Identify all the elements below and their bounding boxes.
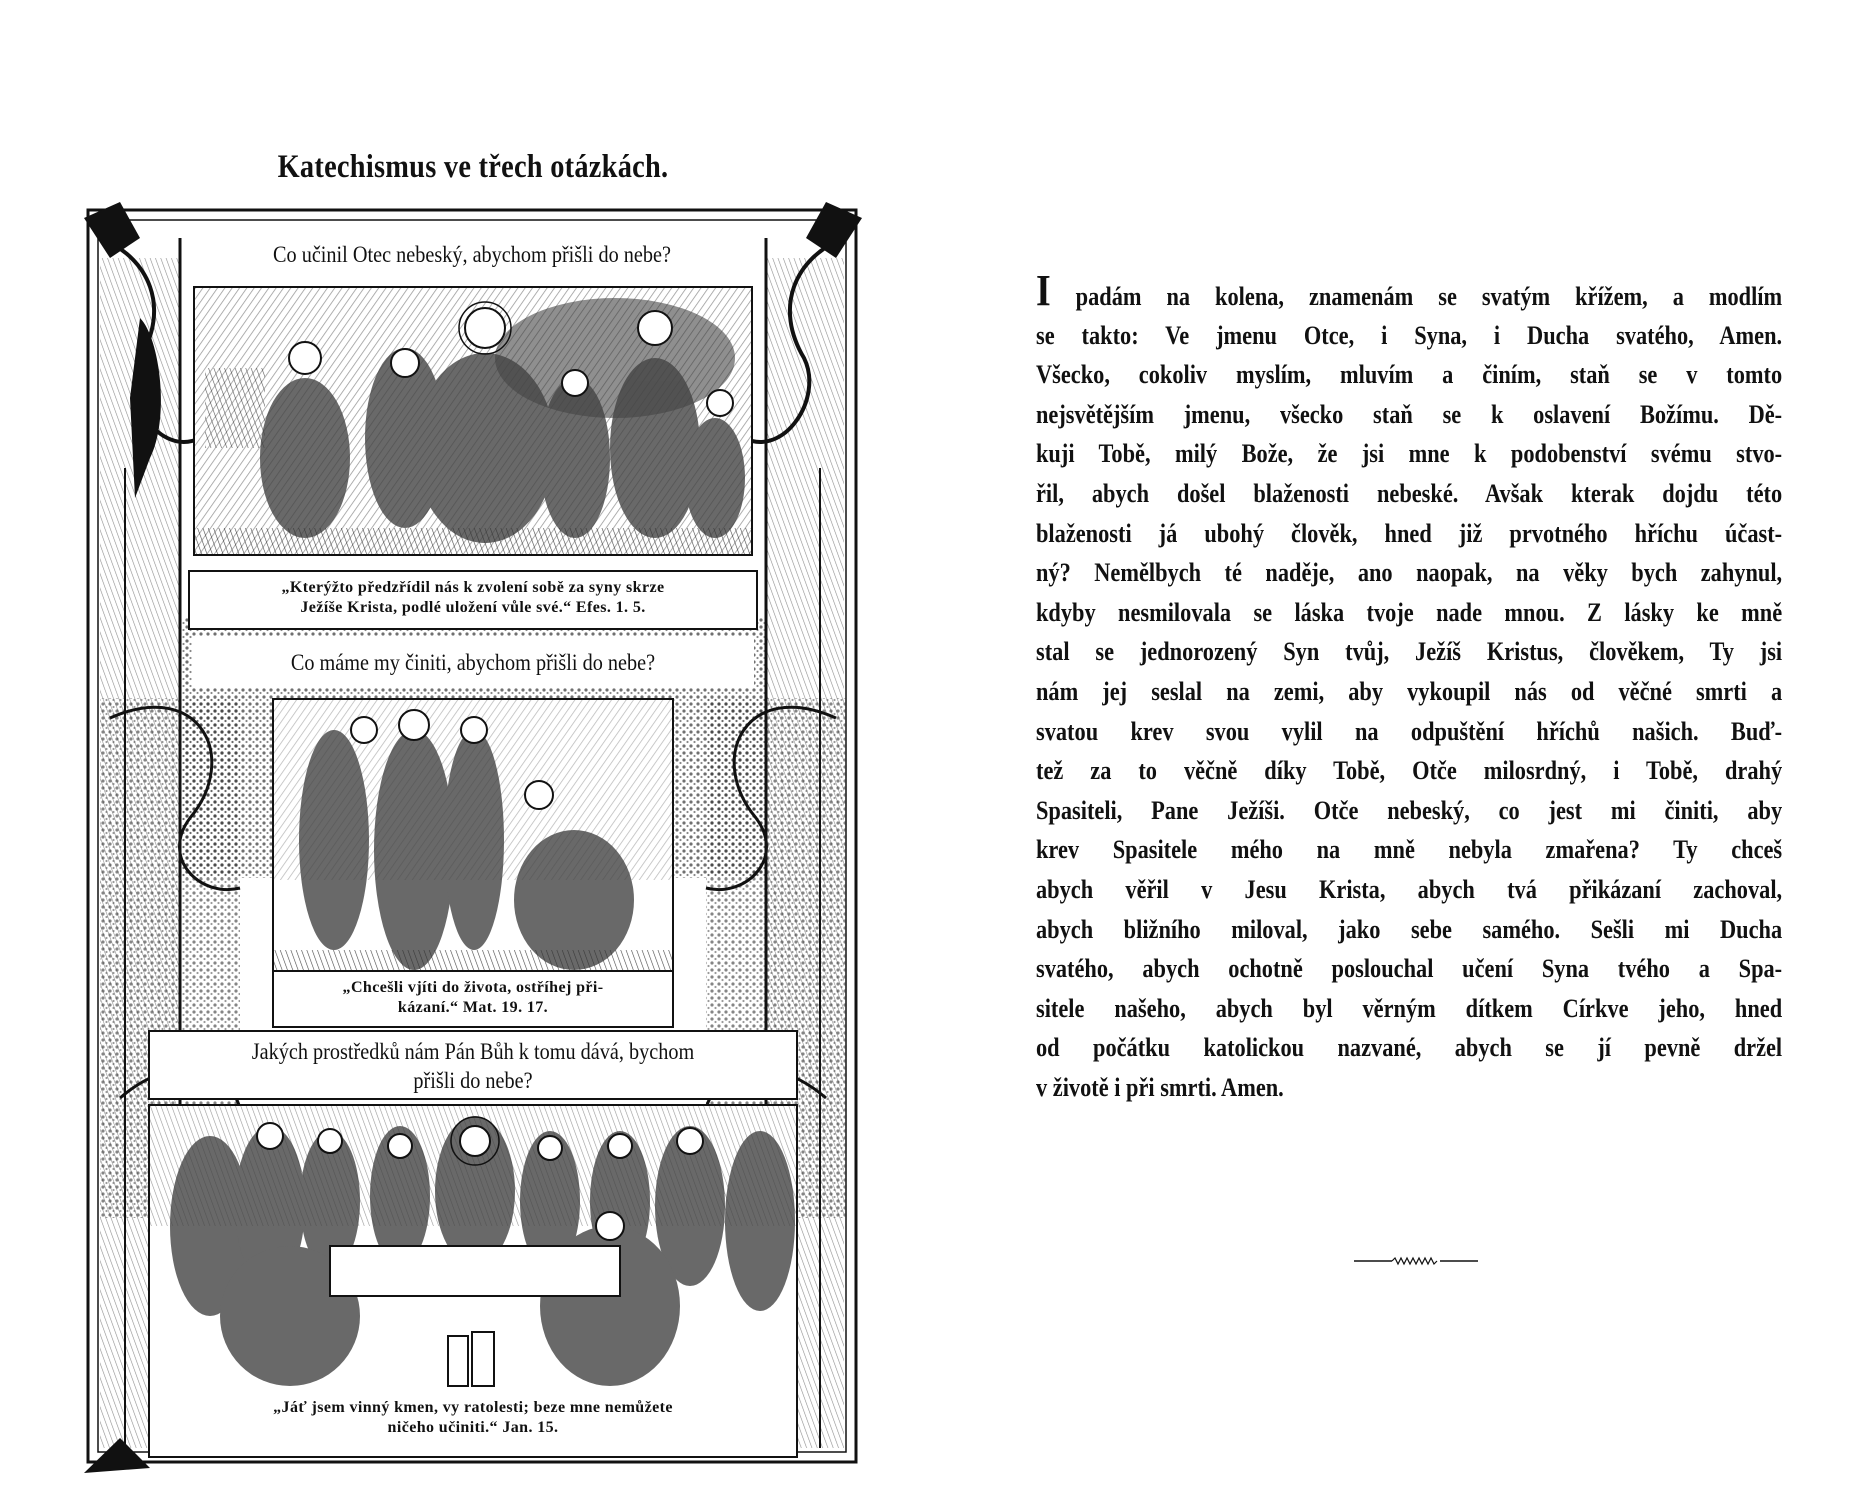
question-3-line-1: Jakých prostředků nám Pán Bůh k tomu dává, bychom	[251, 1039, 695, 1064]
scripture-caption-1	[188, 570, 758, 630]
engraved-plate	[80, 198, 866, 1478]
caption-3-line-1: „Jáť jsem vinný kmen, vy ratolesti; beze mne nemůžete	[273, 1399, 673, 1416]
prayer-line: blaženosti já ubohý člověk, hned již prvotného hříchu účast-	[1036, 518, 1783, 548]
question-3-line-2: přišli do nebe?	[413, 1068, 533, 1093]
prayer-line: abych věřil v Jesu Krista, abych tvá přikázaní zachoval,	[1036, 874, 1783, 904]
caption-2-line-2: kázaní.“ Mat. 19. 17.	[397, 999, 549, 1016]
scripture-caption-3	[148, 1388, 798, 1458]
prayer-text	[1036, 266, 1783, 1107]
prayer-line: svatého, abych ochotně poslouchal učení Syna tvého a Spa-	[1036, 954, 1783, 984]
prayer-line: sitele našeho, abych byl věrným dítkem Církve jeho, hned	[1036, 993, 1783, 1023]
caption-1-line-1: „Kterýžto předzřídil nás k zvolení sobě za syny skrze	[281, 579, 665, 596]
prayer-line: řil, abych došel blaženosti nebeské. Avšak kterak dojdu této	[1036, 478, 1783, 508]
question-box-3	[148, 1030, 798, 1100]
caption-2-line-1: „Chcešli vjíti do života, ostříhej při-	[342, 979, 604, 996]
prayer-line: se takto: Ve jmenu Otce, i Syna, i Ducha svatého, Amen.	[1036, 320, 1783, 350]
prayer-line: ný? Nemělbych té naděje, ano naopak, na věky bych zahynul,	[1036, 558, 1783, 588]
illustration-last-supper	[148, 1104, 798, 1394]
prayer-line: nejsvětějším jmenu, všecko staň se k oslavení Božímu. Dě-	[1036, 399, 1783, 429]
prayer-line: nám jej seslal na zemi, aby vykoupil nás od věčné smrti a	[1036, 676, 1783, 706]
question-2: Co máme my činiti, abychom přišli do nebe?	[290, 650, 656, 675]
prayer-line: kuji Tobě, milý Bože, že jsi mne k podobenství svému stvo-	[1036, 439, 1783, 469]
drop-cap: I	[1036, 266, 1051, 315]
prayer-line: svatou krev svou vylil na odpuštění hříchů našich. Buď-	[1036, 716, 1783, 746]
prayer-line: stal se jednorozený Syn tvůj, Ježíš Kristus, člověkem, Ty jsi	[1036, 637, 1783, 667]
prayer-line: krev Spasitele mého na mně nebyla zmařena? Ty chceš	[1036, 835, 1783, 865]
question-1: Co učinil Otec nebeský, abychom přišli do nebe?	[273, 242, 671, 267]
prayer-line: Všecko, cokoliv myslím, mluvím a činím, staň se v tomto	[1036, 360, 1783, 390]
prayer-line: abych bližního miloval, jako sebe samého. Sešli mi Ducha	[1036, 914, 1783, 944]
illustration-rich-young-man	[272, 698, 674, 980]
end-ornament	[1354, 1255, 1478, 1267]
prayer-line-1: I padám na kolena, znamenám se svatým křížem, a modlím	[1036, 266, 1783, 315]
prayer-line: tež za to věčně díky Tobě, Otče milosrdný, i Tobě, drahý	[1036, 756, 1783, 786]
prayer-line: Spasiteli, Pane Ježíši. Otče nebeský, co jest mi činiti, aby	[1036, 795, 1783, 825]
prayer-line: kdyby nesmilovala se láska tvoje nade mnou. Z lásky ke mně	[1036, 597, 1783, 627]
caption-3-line-2: ničeho učiniti.“ Jan. 15.	[387, 1419, 559, 1436]
illustration-children-blessed	[193, 286, 753, 556]
page-title: Katechismus ve třech otázkách.	[277, 149, 669, 185]
caption-1-line-2: Ježíše Krista, podlé uložení vůle své.“ Efes. 1. 5.	[300, 599, 646, 616]
scripture-caption-2	[272, 970, 674, 1028]
prayer-line-last: v životě i při smrti. Amen.	[1036, 1072, 1284, 1102]
prayer-line: od počátku katolickou nazvané, abych se jí pevně držel	[1036, 1033, 1783, 1063]
